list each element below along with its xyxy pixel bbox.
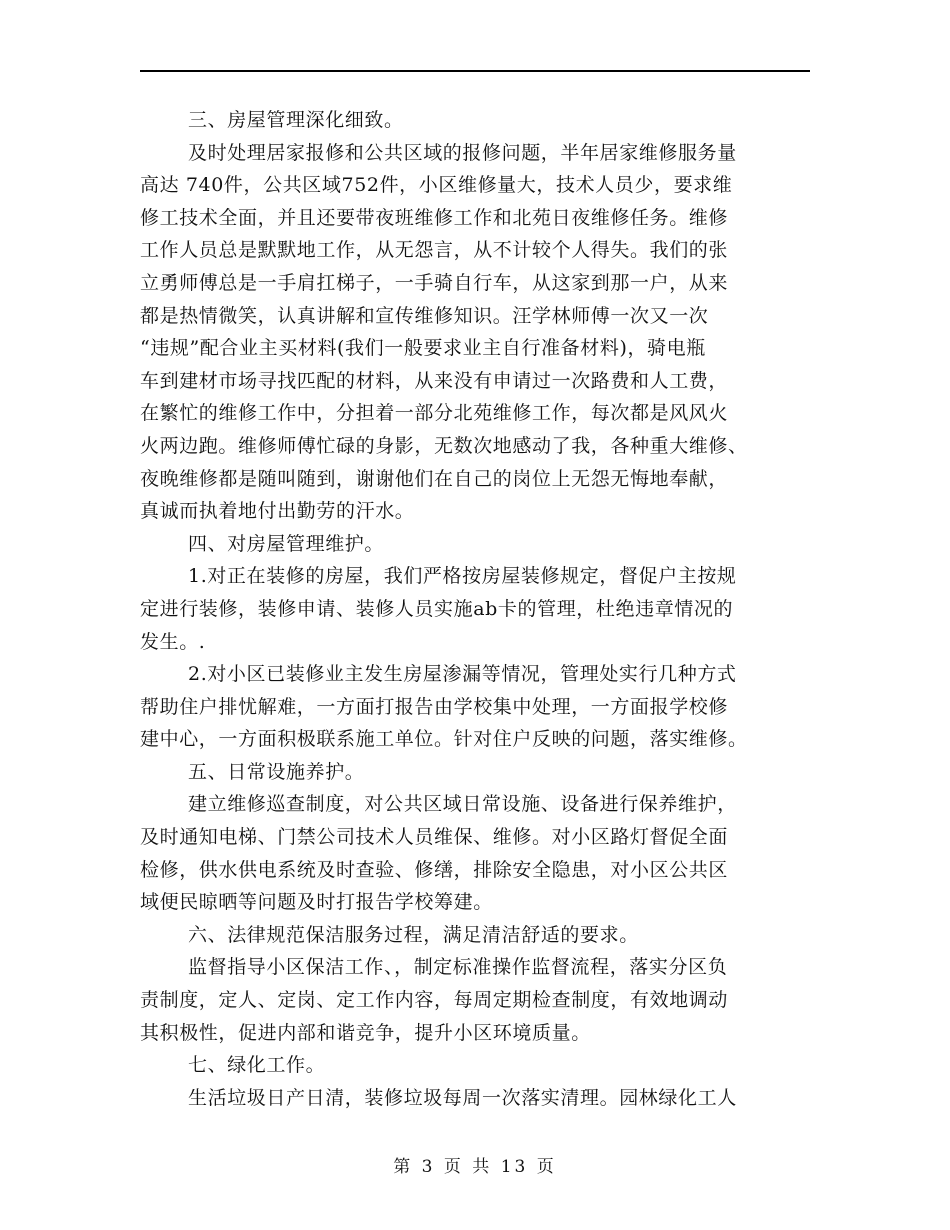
- paragraph-line: 生活垃圾日产日清，装修垃圾每周一次落实清理。园林绿化工人: [188, 1086, 737, 1109]
- list-item-line: 1.对正在装修的房屋，我们严格按房屋装修规定，督促户主按规: [188, 565, 737, 588]
- list-item-line: 发生。.: [140, 630, 206, 653]
- paragraph-line: 火两边跑。维修师傅忙碌的身影，无数次地感动了我，各种重大维修、: [140, 434, 748, 457]
- paragraph-line: 立勇师傅总是一手肩扛梯子，一手骑自行车，从这家到那一户，从来: [140, 271, 729, 294]
- list-item-line: 帮助住户排忧解难，一方面打报告由学校集中处理，一方面报学校修: [140, 695, 729, 718]
- paragraph-line: 及时通知电梯、门禁公司技术人员维保、维修。对小区路灯督促全面: [140, 826, 729, 849]
- paragraph-line: “违规”配合业主买材料(我们一般要求业主自行准备材料)，骑电瓶: [140, 337, 706, 360]
- paragraph-line: 其积极性，促进内部和谐竞争，提升小区环境质量。: [140, 1021, 591, 1044]
- paragraph-line: 建立维修巡查制度，对公共区域日常设施、设备进行保养维护，: [188, 793, 737, 816]
- section-heading-maintenance: 四、对房屋管理维护。: [188, 532, 385, 555]
- paragraph-line: 都是热情微笑，认真讲解和宣传维修知识。汪学林师傅一次又一次: [140, 304, 709, 327]
- section-heading-housing-management: 三、房屋管理深化细致。: [188, 109, 404, 131]
- paragraph-line: 工作人员总是默默地工作，从无怨言，从不计较个人得失。我们的张: [140, 239, 729, 262]
- header-rule: [140, 70, 810, 72]
- paragraph-line: 在繁忙的维修工作中，分担着一部分北苑维修工作，每次都是风风火: [140, 402, 729, 425]
- page-number-footer: 第 3 页 共 13 页: [393, 1157, 557, 1177]
- paragraph-line: 域便民晾晒等问题及时打报告学校筹建。: [140, 891, 493, 914]
- paragraph-line: 夜晚维修都是随叫随到，谢谢他们在自己的岗位上无怨无悔地奉献，: [140, 467, 729, 490]
- list-item-line: 建中心，一方面积极联系施工单位。针对住户反映的问题，落实维修。: [140, 728, 748, 751]
- paragraph-line: 责制度，定人、定岗、定工作内容，每周定期检查制度，有效地调动: [140, 989, 729, 1012]
- list-item-line: 2.对小区已装修业主发生房屋渗漏等情况，管理处实行几种方式: [188, 663, 737, 686]
- document-body: [140, 104, 810, 1114]
- section-heading-facilities: 五、日常设施养护。: [188, 760, 365, 783]
- paragraph-line: 高达 740件，公共区域752件，小区维修量大，技术人员少，要求维: [140, 174, 733, 197]
- paragraph-line: 检修，供水供电系统及时查验、修缮，排除安全隐患，对小区公共区: [140, 858, 729, 881]
- paragraph-line: 及时处理居家报修和公共区域的报修问题，半年居家维修服务量: [188, 141, 737, 164]
- paragraph-line: 监督指导小区保洁工作、，制定标准操作监督流程，落实分区负: [188, 956, 728, 979]
- section-heading-greening: 七、绿化工作。: [188, 1054, 326, 1077]
- section-heading-cleaning: 六、法律规范保洁服务过程，满足清洁舒适的要求。: [188, 923, 639, 946]
- paragraph-line: 修工技术全面，并且还要带夜班维修工作和北苑日夜维修任务。维修: [140, 206, 729, 229]
- paragraph-line: 车到建材市场寻找匹配的材料，从来没有申请过一次路费和人工费，: [140, 369, 729, 392]
- list-item-line: 定进行装修，装修申请、装修人员实施ab卡的管理，杜绝违章情况的: [140, 597, 734, 620]
- paragraph-line: 真诚而执着地付出勤劳的汗水。: [140, 500, 415, 523]
